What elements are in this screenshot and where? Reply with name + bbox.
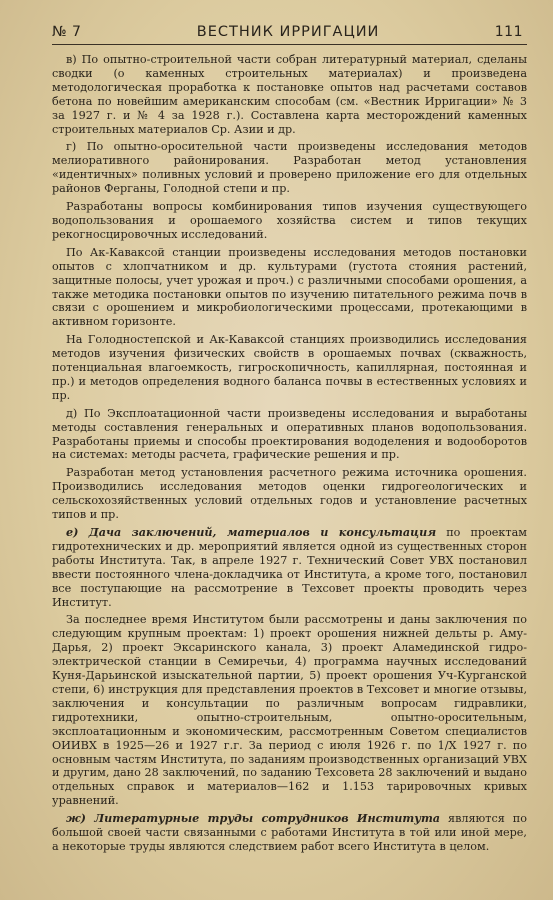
paragraph bbox=[52, 812, 527, 854]
paragraph: д) По Эксплоатационной части произведены исследования и выработаны методы составления генеральных и оперативных планов водопользования. Разработаны приемы и способы проектирования вододеления и водооборотов на системах: методы расчета, графические решения и пр. bbox=[52, 406, 527, 462]
section-heading: ж) Литературные труды сотрудников Института bbox=[66, 811, 441, 826]
paragraph: На Голодностепской и Ак-Каваксой станциях производились исследования методов изучения физических свойств в орошаемых почвах (скважность, потенциальная влагоемкость, гигроскопичность, капиллярная, постоянная и пр.) и методов определения водного баланса почвы в естественных условиях и пр. bbox=[52, 333, 527, 402]
paragraph: в) По опытно-строительной части собран литературный материал, сделаны сводки (о каменных строительных материалах) и произведена методологическая проработка к постановке опытов над расчетами составов бетона по новейшим американским способам (см. «Вестник Ирригации» № 3 за 1927 г. и № 4 за 1928 г.). Составлена карта месторождений каменных строительных материалов Ср. Азии и др. bbox=[52, 53, 527, 136]
paragraph: За последнее время Институтом были рассмотрены и даны заключения по следующим крупным проектам: 1) проект орошения нижней дельты р. Аму-Дарья, 2) проект Эксаринского канала, 3) проект Аламединской гидро-электрической станции в Семиречьи, 4) программа научных исследований Куня-Дарьинской изыскательной партии, 5) проект орошения Уч-Курганской степи, 6) инструкция для представления проектов в Техсовет и многие отзывы, заключения и консультации по различным вопросам гидравлики, гидротехники, опытно-строительным, опытно-оросительным, эксплоатационным и экономическим, рассмотренным Советом специалистов ОИИВХ в 1925—26 и 1927 г.г. За период с июля 1926 г. по 1/Х 1927 г. по основным частям Института, по заданиям производственных организаций УВХ и другим, дано 28 заключений, по заданию Техсовета 28 заключений и выдано отдельных справок и материалов—162 и 1.153 тарировочных кривых уравнений. bbox=[52, 613, 527, 808]
paragraph-text: по проектам гидротехнических и др. мероприятий является одной из существенных сторон работы Института. Так, в апреле 1927 г. Технический Совет УВХ постановил ввести постоянного члена-докладчика от Института, а кроме того, постановил все поступающие на рассмотрение в Техсовет проекты проводить через Институт. bbox=[52, 526, 527, 609]
paragraph: Разработан метод установления расчетного режима источника орошения. Производились исследования методов оценки гидрогеологических и сельскохозяйственных условий отдельных годов и установление расчетных типов и пр. bbox=[52, 466, 527, 522]
paragraph bbox=[52, 526, 527, 609]
paragraph: г) По опытно-оросительной части произведены исследования методов мелиоративного районирования. Разработан метод установления «идентичных» поливных условий и проверено приложение его для отдельных районов Ферганы, Голодной степи и пр. bbox=[52, 140, 527, 196]
section-heading: е) Дача заключений, материалов и консультация bbox=[66, 525, 437, 539]
paragraph: Разработаны вопросы комбинирования типов изучения существующего водопользования и орошаемого хозяйства систем и типов текущих рекогносцировочных исследований. bbox=[52, 200, 527, 241]
running-header bbox=[52, 24, 527, 45]
journal-title: ВЕСТНИК ИРРИГАЦИИ bbox=[196, 24, 380, 40]
article-body bbox=[52, 53, 527, 854]
paragraph: По Ак-Каваксой станции произведены исследования методов постановки опытов с хлопчатником и др. культурами (густота стояния растений, защитные полосы, учет урожая и проч.) с различными способами орошения, а также методика постановки опытов по изучению питательного режима почв в связи с орошением и микробиологическими процессами, протекающими в активном горизонте. bbox=[52, 245, 527, 329]
issue-number: № 7 bbox=[52, 24, 82, 40]
paragraph-text: являются по большой своей части связанными с работами Института в той или иной мере, а некоторые труды являются следствием работ всего Института в целом. bbox=[52, 812, 527, 853]
page-number: 111 bbox=[494, 24, 523, 40]
